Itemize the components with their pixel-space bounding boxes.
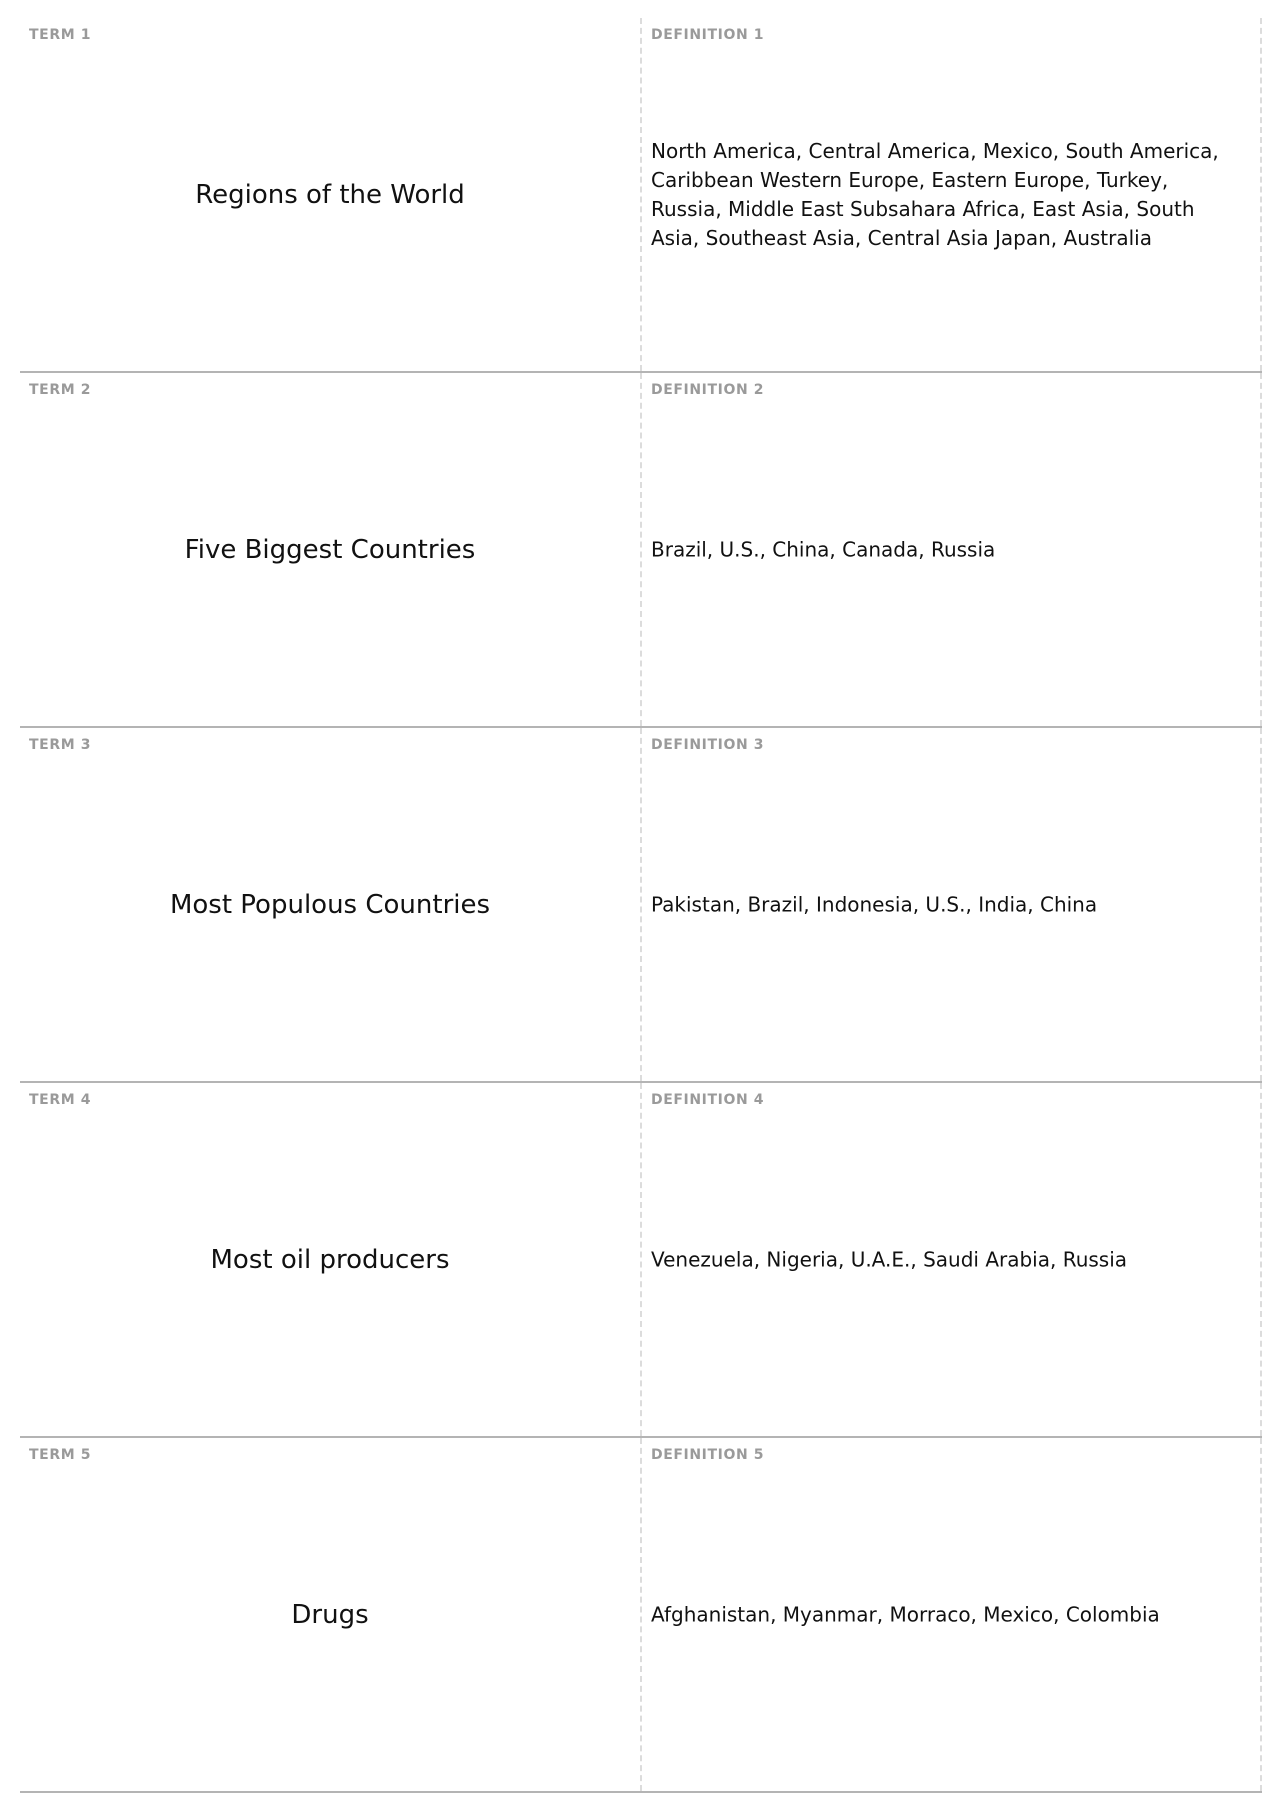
definition-label: DEFINITION 2 [651, 382, 765, 398]
term-label: TERM 1 [29, 27, 92, 43]
term-label: TERM 4 [29, 1092, 92, 1108]
definition-cell [642, 373, 1262, 726]
definition-cell [642, 1438, 1262, 1791]
term-text: Regions of the World [195, 179, 465, 210]
flashcard-row [20, 18, 1262, 373]
term-text: Most Populous Countries [169, 889, 491, 920]
term-cell [20, 728, 642, 1081]
definition-text: Pakistan, Brazil, Indonesia, U.S., India, China [651, 892, 1098, 916]
definition-text: North America, Central America, Mexico, South America, Caribbean Western Europe, Eastern Europe, Turkey, Russia, Middle East Subsahara Africa, East Asia, South Asia, Southeast Asia, Central Asia Japan, Australia [651, 138, 1219, 250]
definition-label: DEFINITION 5 [651, 1447, 765, 1463]
term-label: TERM 2 [29, 382, 92, 398]
flashcard-row [20, 728, 1262, 1083]
definition-label: DEFINITION 4 [651, 1092, 765, 1108]
definition-text: Brazil, U.S., China, Canada, Russia [651, 537, 996, 561]
flashcard-row [20, 373, 1262, 728]
flashcard-row [20, 1438, 1262, 1793]
definition-cell [642, 1083, 1262, 1436]
term-cell [20, 1438, 642, 1791]
term-cell [20, 18, 642, 371]
term-text: Drugs [291, 1599, 369, 1630]
flashcard-row [20, 1083, 1262, 1438]
definition-text: Afghanistan, Myanmar, Morraco, Mexico, Colombia [651, 1602, 1160, 1626]
term-cell [20, 1083, 642, 1436]
term-label: TERM 5 [29, 1447, 92, 1463]
term-label: TERM 3 [29, 737, 92, 753]
definition-label: DEFINITION 1 [651, 27, 765, 43]
definition-label: DEFINITION 3 [651, 737, 765, 753]
term-cell [20, 373, 642, 726]
definition-cell [642, 728, 1262, 1081]
definition-text: Venezuela, Nigeria, U.A.E., Saudi Arabia, Russia [651, 1247, 1128, 1271]
term-text: Most oil producers [210, 1244, 450, 1275]
flashcard-sheet [20, 18, 1262, 1793]
term-text: Five Biggest Countries [184, 534, 476, 565]
definition-cell [642, 18, 1262, 371]
